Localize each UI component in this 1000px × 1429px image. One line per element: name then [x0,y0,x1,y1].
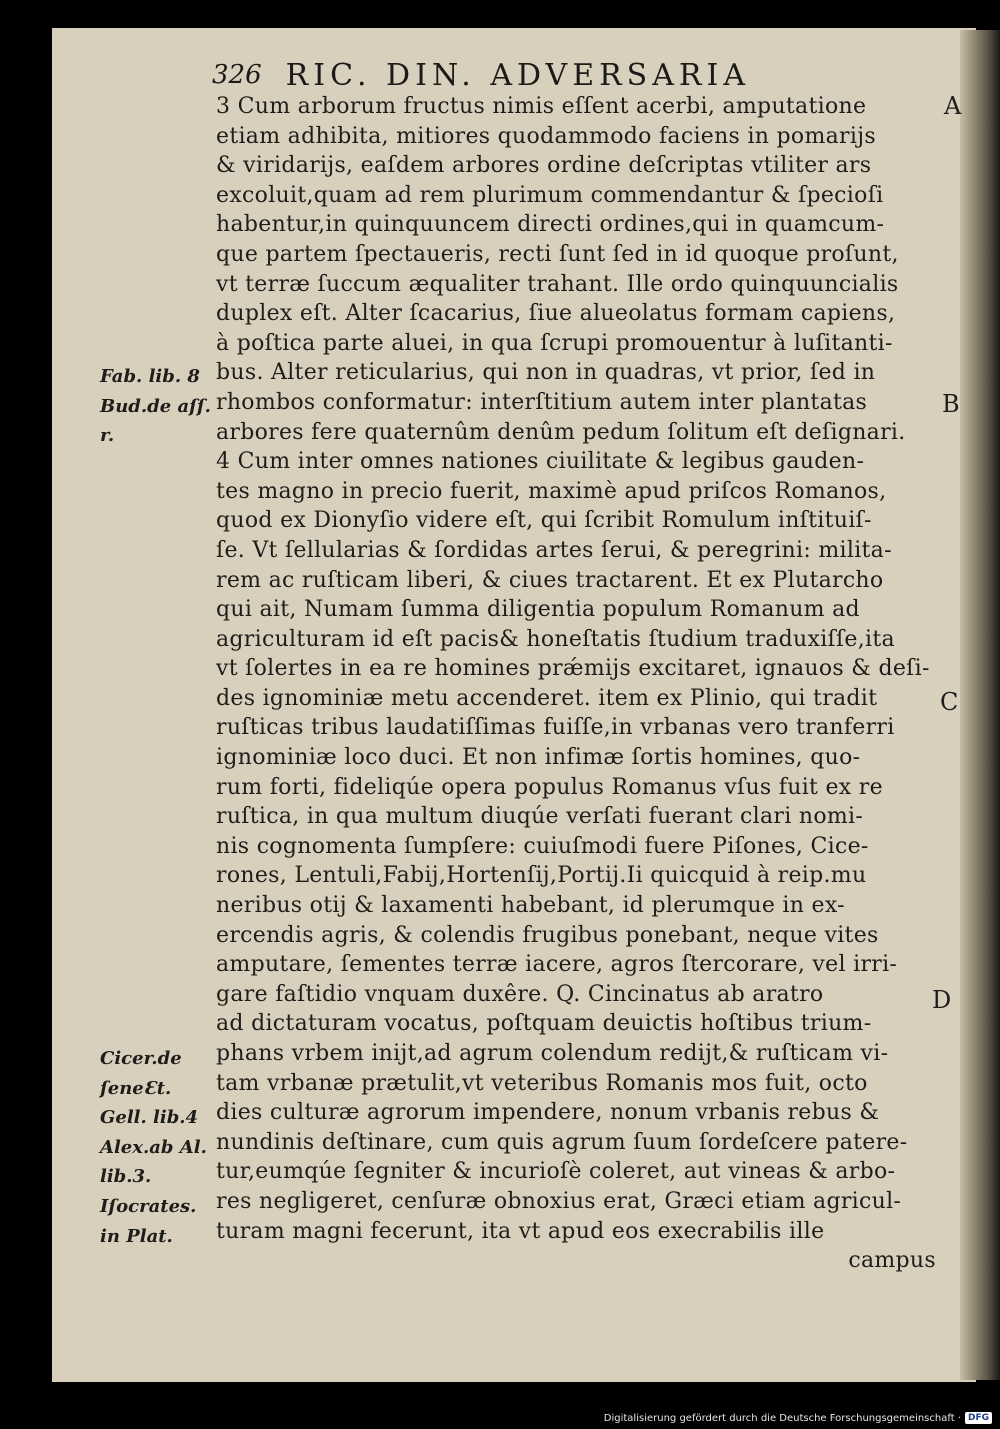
section-letter-d: D [932,986,952,1014]
text-line: & viridarijs, eaſdem arbores ordine deſcriptas vtiliter ars [216,153,872,179]
section-letter-b: B [942,390,960,418]
text-line: rhombos conformatur: interſtitium autem inter plantatas [216,389,868,415]
body-text [216,92,936,1276]
catchword: campus [848,1248,936,1274]
marginal-line: r. [100,425,115,447]
text-line: rones, Lentuli,Fabij,Hortenſij,Portij.Ii quicquid à reip.mu [216,863,867,889]
funding-credit: Digitalisierung gefördert durch die Deutsche Forschungsgemeinschaft · [603,1412,961,1424]
text-line: nis cognomenta ſumpſere: cuiuſmodi fuere Piſones, Cice- [216,833,869,859]
text-line: des ignominiæ metu accenderet. item ex Plinio, qui tradit [216,685,878,711]
text-line: turam magni fecerunt, ita vt apud eos execrabilis ille [216,1218,825,1244]
text-line: que partem ſpectaueris, recti ſunt ſed in id quoque proſunt, [216,241,899,267]
text-line: ad dictaturam vocatus, poſtquam deuictis hoſtibus trium- [216,1011,872,1037]
text-line: bus. Alter reticularius, qui non in quadras, vt prior, ſed in [216,360,876,386]
text-line: res negligeret, cenſuræ obnoxius erat, Græci etiam agricul- [216,1188,902,1214]
text-line: vt ſolertes in ea re homines prǽmijs excitaret, ignauos & deſi- [216,656,930,682]
text-line: agriculturam id eſt pacis& honeſtatis ſtudium traduxiſſe,ita [216,626,895,652]
text-line: quod ex Dionyſio videre eſt, qui ſcribit Romulum inſtituiſ- [216,508,872,534]
running-title: RIC. DIN. ADVERSARIA [285,57,751,93]
text-line: etiam adhibita, mitiores quodammodo faciens in pomarijs [216,123,876,149]
text-line: arbores fere quaternûm denûm pedum ſolitum eſt deſignari. [216,419,906,445]
marginal-note-fabius [100,362,212,451]
text-line: ruſticas tribus laudatiſſimas fuiſſe,in vrbanas vero tranferri [216,715,895,741]
text-line: tes magno in precio fuerit, maximè apud priſcos Romanos, [216,478,887,504]
text-line: dies culturæ agrorum impendere, nonum vrbanis rebus & [216,1100,880,1126]
marginal-line: Iſocrates. [100,1195,197,1217]
section-letter-a: A [944,92,962,120]
marginal-line: Fab. lib. 8 [100,366,200,387]
text-line: tur,eumqúe ſegniter & incurioſè coleret, aut vineas & arbo- [216,1159,896,1185]
marginal-line: Gell. lib.4 [100,1107,199,1129]
marginal-line: in Plat. [100,1225,173,1247]
text-line: rem ac ruſticam liberi, & ciues tractarent. Et ex Plutarcho [216,567,884,593]
text-line: rum forti, fideliqúe opera populus Romanus vſus fuit ex re [216,774,883,800]
page-number: 326 [212,60,262,90]
text-line: duplex eſt. Alter ſcacarius, ſiue alueolatus formam capiens, [216,301,896,327]
text-line: excoluit,quam ad rem plurimum commendantur & ſpecioſi [216,182,884,208]
section-letter-c: C [940,688,959,716]
marginal-line: Bud.de aſſ. [100,395,211,417]
marginal-line: lib.3. [100,1166,152,1188]
marginal-line: ſeneƐt. [100,1077,172,1099]
marginal-note-cicero [100,1044,212,1251]
text-line: nundinis deſtinare, cum quis agrum ſuum ſordeſcere patere- [216,1129,908,1155]
marginal-line: Alex.ab Al. [100,1136,207,1158]
text-line: phans vrbem inijt,ad agrum colendum redijt,& ruſticam vi- [216,1041,889,1066]
digitization-footer [600,1410,992,1426]
text-line: ruſtica, in qua multum diuqúe verſati fuerant clari nomi- [216,804,864,830]
text-line: habentur,in quinquuncem directi ordines,qui in quamcum- [216,212,885,238]
dfg-logo: DFG [965,1412,992,1424]
text-line: 4 Cum inter omnes nationes ciuilitate & legibus gauden- [216,449,865,475]
text-line: 3 Cum arborum fructus nimis eſſent acerbi, amputatione [216,94,867,119]
marginal-line: Cicer.de [100,1048,182,1069]
book-spine-shadow [960,30,1000,1380]
text-line: amputare, ſementes terræ iacere, agros ſtercorare, vel irri- [216,952,898,978]
text-line: neribus otij & laxamenti habebant, id plerumque in ex- [216,893,845,919]
text-line: tam vrbanæ prætulit,vt veteribus Romanis mos fuit, octo [216,1070,868,1096]
text-line: ignominiæ loco duci. Et non infimæ ſortis homines, quo- [216,745,861,771]
text-line: qui ait, Numam ſumma diligentia populum Romanum ad [216,597,860,623]
running-head [200,55,840,95]
text-line: ercendis agris, & colendis frugibus ponebant, neque vites [216,922,879,948]
text-line: ſe. Vt ſellularias & ſordidas artes ſerui, & peregrini: milita- [216,537,892,563]
text-line: à poſtica parte aluei, in qua ſcrupi promouentur à luſitanti- [216,330,893,356]
text-line: gare faſtidio vnquam duxêre. Q. Cincinatus ab aratro [216,981,824,1007]
text-line: vt terræ ſuccum æqualiter trahant. Ille ordo quinquuncialis [216,271,899,297]
